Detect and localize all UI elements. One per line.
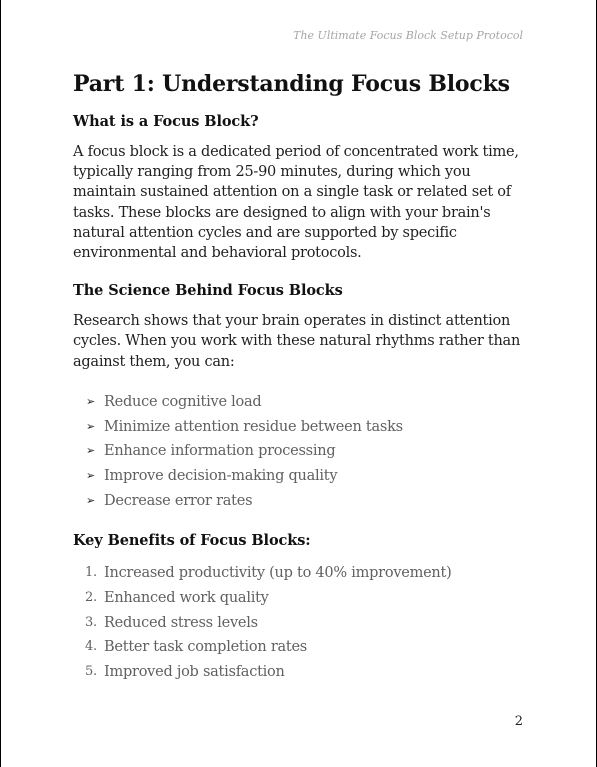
list-number: 5. — [85, 664, 97, 680]
list-number: 2. — [85, 590, 97, 606]
list-item-text: Reduced stress levels — [104, 614, 258, 631]
list-item-text: Better task completion rates — [104, 639, 307, 656]
list-item-text: Decrease error rates — [104, 492, 253, 509]
list-item-text: Minimize attention residue between tasks — [104, 418, 403, 435]
page-number: 2 — [514, 714, 523, 729]
list-item — [73, 660, 528, 685]
list-item — [73, 611, 528, 636]
page-content — [73, 68, 528, 703]
arrow-bullet-icon: ➢ — [86, 444, 95, 458]
list-item — [73, 464, 528, 489]
list-item-text: Improve decision-making quality — [104, 467, 338, 484]
list-item — [73, 390, 528, 415]
list-item — [73, 561, 528, 586]
what-heading: What is a Focus Block? — [73, 113, 259, 130]
benefits-list — [73, 561, 528, 685]
list-number: 4. — [85, 639, 97, 655]
arrow-bullet-icon: ➢ — [86, 419, 95, 433]
list-item-text: Enhanced work quality — [104, 590, 269, 607]
list-item — [73, 415, 528, 440]
arrow-bullet-icon: ➢ — [86, 493, 95, 507]
list-item-text: Enhance information processing — [104, 443, 336, 460]
arrow-bullet-icon: ➢ — [86, 468, 95, 482]
list-item — [73, 635, 528, 660]
list-item — [73, 489, 528, 514]
list-number: 3. — [85, 614, 97, 630]
science-paragraph: Research shows that your brain operates in distinct attention cycles. When you work with these natural rhythms rather than against them, you can: — [73, 313, 521, 370]
list-item — [73, 586, 528, 611]
benefits-heading: Key Benefits of Focus Blocks: — [73, 532, 311, 550]
list-item-text: Increased productivity (up to 40% improvement) — [104, 565, 452, 582]
list-item-text: Improved job satisfaction — [104, 664, 285, 681]
list-item-text: Reduce cognitive load — [104, 393, 262, 410]
section-title: Part 1: Understanding Focus Blocks — [73, 71, 510, 97]
science-bullet-list — [73, 390, 528, 514]
arrow-bullet-icon: ➢ — [86, 394, 95, 408]
what-paragraph: A focus block is a dedicated period of concentrated work time, typically ranging from 25-90 minutes, during which you maintain sustained attention on a single task or related set of tasks. These blocks are designed to align with your brain's natural attention cycles and are supported by specific environmental and behavioral protocols. — [73, 144, 519, 262]
science-heading: The Science Behind Focus Blocks — [73, 282, 343, 300]
running-header: The Ultimate Focus Block Setup Protocol — [293, 29, 523, 42]
list-number: 1. — [85, 565, 97, 581]
list-item — [73, 439, 528, 464]
